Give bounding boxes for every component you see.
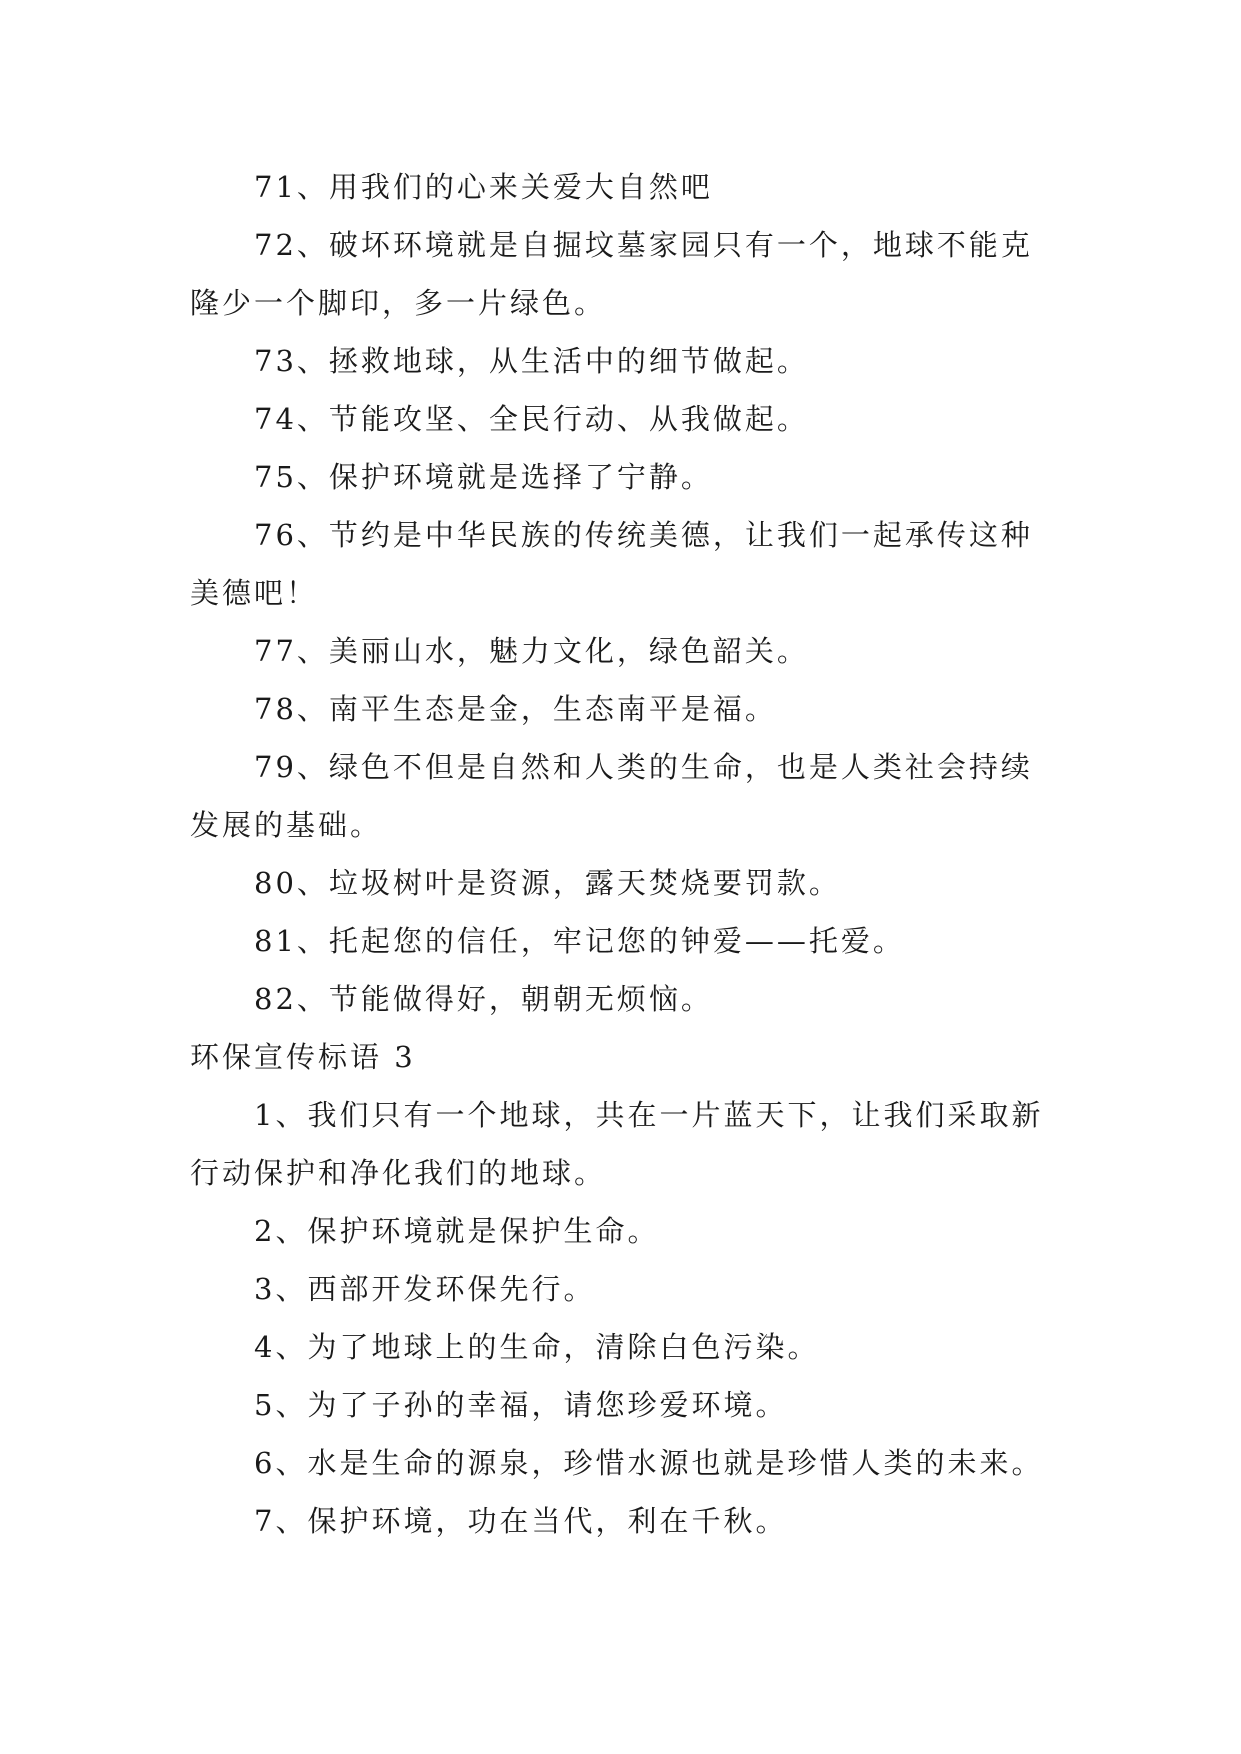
slogan-b-6: 6、水是生命的源泉，珍惜水源也就是珍惜人类的未来。	[254, 1446, 1044, 1480]
slogan-78: 78、南平生态是金，生态南平是福。	[254, 692, 777, 726]
slogan-82: 82、节能做得好，朝朝无烦恼。	[254, 982, 713, 1016]
section-heading: 环保宣传标语 3	[190, 1040, 416, 1074]
slogan-72: 72、破坏环境就是自掘坟墓家园只有一个，地球不能克隆少一个脚印，多一片绿色。	[190, 228, 1033, 320]
document-body	[190, 158, 1060, 1550]
slogan-b-2: 2、保护环境就是保护生命。	[254, 1214, 660, 1248]
slogan-b-7: 7、保护环境，功在当代，利在千秋。	[254, 1504, 788, 1538]
slogan-b-1: 1、我们只有一个地球，共在一片蓝天下，让我们采取新行动保护和净化我们的地球。	[190, 1098, 1044, 1190]
slogan-b-5: 5、为了子孙的幸福，请您珍爱环境。	[254, 1388, 788, 1422]
slogan-75: 75、保护环境就是选择了宁静。	[254, 460, 713, 494]
slogan-73: 73、拯救地球，从生活中的细节做起。	[254, 344, 809, 378]
slogan-77: 77、美丽山水，魅力文化，绿色韶关。	[254, 634, 809, 668]
slogan-81: 81、托起您的信任，牢记您的钟爱——托爱。	[254, 924, 905, 958]
slogan-80: 80、垃圾树叶是资源，露天焚烧要罚款。	[254, 866, 841, 900]
slogan-b-3: 3、西部开发环保先行。	[254, 1272, 596, 1306]
slogan-76: 76、节约是中华民族的传统美德，让我们一起承传这种美德吧！	[190, 518, 1033, 610]
slogan-79: 79、绿色不但是自然和人类的生命，也是人类社会持续发展的基础。	[190, 750, 1033, 842]
slogan-74: 74、节能攻坚、全民行动、从我做起。	[254, 402, 809, 436]
slogan-71: 71、用我们的心来关爱大自然吧	[254, 170, 713, 204]
slogan-b-4: 4、为了地球上的生命，清除白色污染。	[254, 1330, 820, 1364]
